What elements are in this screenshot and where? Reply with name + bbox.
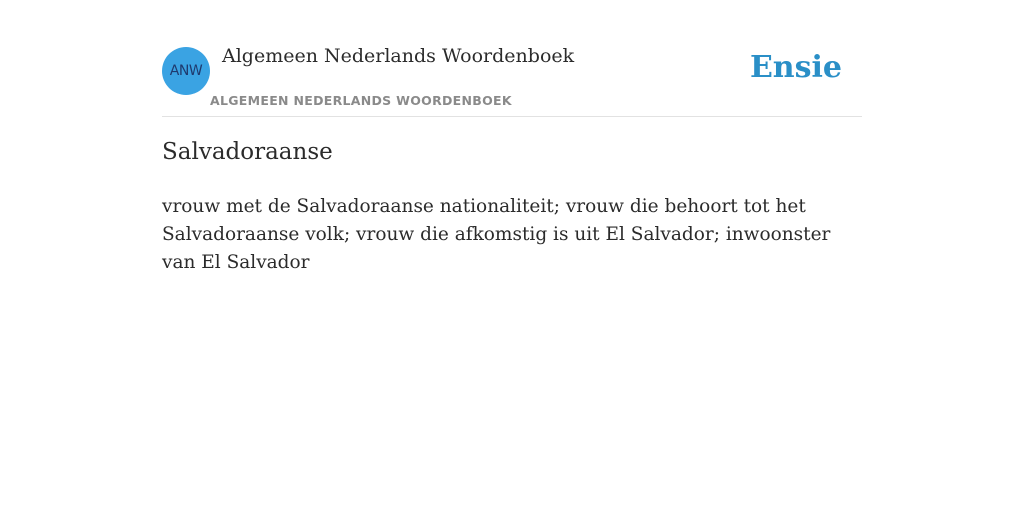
entry-term: Salvadoraanse	[162, 139, 333, 165]
ensie-brand-logo[interactable]: Ensie	[749, 50, 842, 85]
logo-text: ANW	[169, 63, 203, 79]
card-header	[162, 0, 862, 117]
anw-logo	[162, 47, 210, 95]
entry-definition: vrouw met de Salvadoraanse nationaliteit; vrouw die behoort tot het Salvadoraanse volk; vrouw die afkomstig is uit El Salvador; inwoonster van El Salvador	[162, 196, 831, 273]
source-title: Algemeen Nederlands Woordenboek	[222, 45, 575, 67]
source-subtitle: ALGEMEEN NEDERLANDS WOORDENBOEK	[210, 93, 512, 108]
entry-card	[162, 0, 862, 273]
